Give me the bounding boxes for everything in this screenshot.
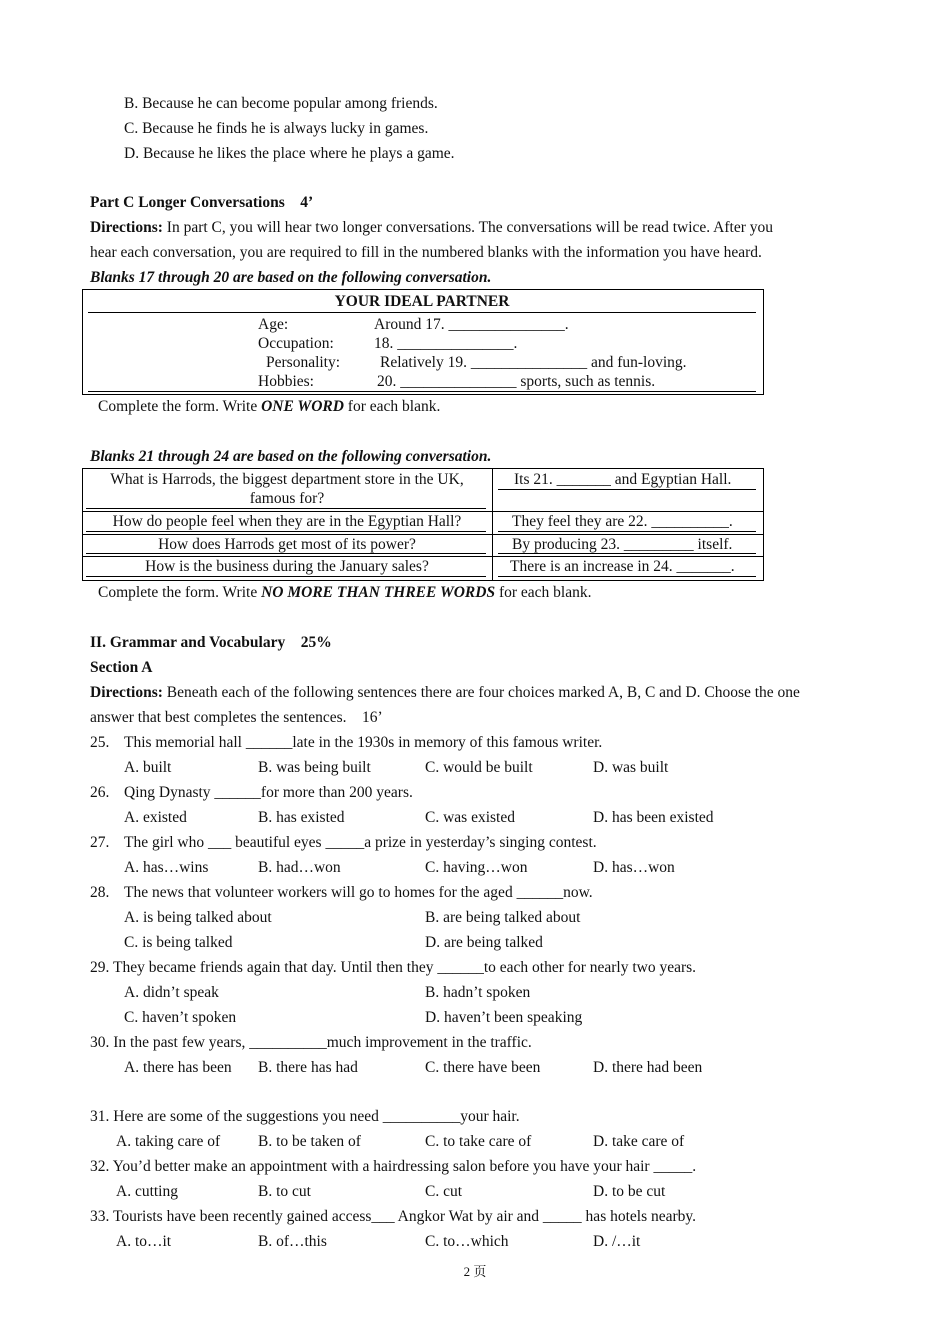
table-question-cont: famous for?: [249, 490, 325, 507]
option-b: B. had…won: [258, 859, 341, 876]
instruction-emphasis: ONE WORD: [261, 398, 344, 415]
option-text: B. Because he can become popular among friends.: [124, 95, 438, 112]
question-text: You’d better make an appointment with a hairdressing salon before you have your hair _____.: [112, 1158, 697, 1175]
option-b: B. of…this: [258, 1233, 327, 1250]
directions-text-2: hear each conversation, you are required to fill in the numbered blanks with the information you have heard.: [90, 244, 762, 261]
option-a: A. to…it: [116, 1233, 172, 1250]
table-question: How is the business during the January sales?: [145, 558, 429, 575]
option-d: D. /…it: [593, 1233, 641, 1250]
option-d: D. haven’t been speaking: [425, 1009, 583, 1026]
option-b: B. has existed: [258, 809, 345, 826]
question-text: The girl who ___ beautiful eyes _____a prize in yesterday’s singing contest.: [124, 834, 597, 851]
option-b: B. to cut: [258, 1183, 311, 1200]
section-heading: Part C Longer Conversations 4’: [90, 194, 314, 211]
form-rule: [88, 312, 756, 313]
question-text: The news that volunteer workers will go to homes for the aged ______now.: [124, 884, 593, 901]
table-answer: By producing 23. _________ itself.: [512, 536, 733, 553]
question-number: 32.: [90, 1158, 110, 1175]
option-a: A. taking care of: [116, 1133, 221, 1150]
form-value: Relatively 19. _______________ and fun-loving.: [380, 354, 687, 371]
form-title: YOUR IDEAL PARTNER: [334, 293, 510, 310]
form-label: Occupation:: [258, 335, 334, 352]
option-c: C. to take care of: [425, 1133, 532, 1150]
option-b: B. there has had: [258, 1059, 358, 1076]
table-rule: [86, 576, 486, 577]
form-value: 18. _______________.: [374, 335, 518, 352]
directions-text: [90, 218, 773, 238]
table-rule: [498, 489, 756, 490]
form-label: Hobbies:: [258, 373, 314, 390]
table-rule: [498, 576, 756, 577]
question-number: 31.: [90, 1108, 110, 1125]
form-instruction: [98, 397, 440, 417]
question-number: 26.: [90, 784, 110, 801]
directions-body: In part C, you will hear two longer conversations. The conversations will be read twice. After you: [162, 219, 773, 236]
question-line: [90, 1033, 532, 1053]
option-c: C. to…which: [425, 1233, 509, 1250]
directions-label: Directions:: [90, 219, 163, 236]
question-line: [90, 958, 696, 978]
option-c: C. there have been: [425, 1059, 541, 1076]
option-c: C. was existed: [425, 809, 515, 826]
question-line: [90, 1207, 696, 1227]
directions-text: [90, 683, 800, 703]
question-number: 30.: [90, 1034, 110, 1051]
blanks-title: Blanks 17 through 20 are based on the following conversation.: [90, 269, 492, 286]
option-a: A. existed: [124, 809, 187, 826]
directions-body: Beneath each of the following sentences there are four choices marked A, B, C and D. Choose the one: [162, 684, 800, 701]
option-d: D. was built: [593, 759, 669, 776]
option-d: D. are being talked: [425, 934, 543, 951]
option-text: C. Because he finds he is always lucky in games.: [124, 120, 429, 137]
question-number: 33.: [90, 1208, 110, 1225]
option-c: C. haven’t spoken: [124, 1009, 237, 1026]
option-a: A. didn’t speak: [124, 984, 219, 1001]
question-text: Qing Dynasty ______for more than 200 years.: [124, 784, 413, 801]
table-answer: They feel they are 22. __________.: [512, 513, 733, 530]
page-number: 2 页: [463, 1264, 487, 1279]
directions-text-2: answer that best completes the sentences. 16’: [90, 709, 383, 726]
option-c: C. cut: [425, 1183, 463, 1200]
option-a: A. has…wins: [124, 859, 209, 876]
instruction-prefix: Complete the form. Write: [98, 398, 262, 415]
question-text: This memorial hall ______late in the 1930s in memory of this famous writer.: [124, 734, 603, 751]
subsection-heading: Section A: [90, 659, 153, 676]
table-answer: There is an increase in 24. _______.: [510, 558, 735, 575]
table-rule: [86, 508, 486, 509]
option-a: A. cutting: [116, 1183, 178, 1200]
question-text: In the past few years, __________much improvement in the traffic.: [113, 1034, 532, 1051]
instruction-suffix: for each blank.: [343, 398, 441, 415]
option-d: D. there had been: [593, 1059, 703, 1076]
directions-label: Directions:: [90, 684, 163, 701]
option-a: A. built: [124, 759, 172, 776]
form-label: Age:: [258, 316, 289, 333]
question-number: 27.: [90, 834, 110, 851]
form-value: Around 17. _______________.: [374, 316, 569, 333]
table-divider: [492, 468, 493, 580]
table-question: How do people feel when they are in the Egyptian Hall?: [112, 513, 462, 530]
option-b: B. hadn’t spoken: [425, 984, 531, 1001]
form-value: 20. _______________ sports, such as tennis.: [377, 373, 656, 390]
question-number: 29.: [90, 959, 110, 976]
question-text: They became friends again that day. Until then they ______to each other for nearly two years.: [112, 959, 697, 976]
instruction-emphasis: NO MORE THAN THREE WORDS: [261, 584, 496, 601]
option-b: B. was being built: [258, 759, 371, 776]
question-text: Tourists have been recently gained access___ Angkor Wat by air and _____ has hotels nearby.: [112, 1208, 697, 1225]
question-number: 28.: [90, 884, 110, 901]
question-line: [90, 1107, 520, 1127]
form-instruction: [98, 583, 591, 603]
option-c: C. is being talked: [124, 934, 233, 951]
option-d: D. to be cut: [593, 1183, 666, 1200]
table-rule: [86, 531, 486, 532]
form-label: Personality:: [266, 354, 341, 371]
question-line: [90, 1157, 696, 1177]
table-question: How does Harrods get most of its power?: [158, 536, 416, 553]
table-question: What is Harrods, the biggest department store in the UK,: [110, 471, 464, 488]
option-a: A. is being talked about: [124, 909, 272, 926]
option-d: D. take care of: [593, 1133, 685, 1150]
option-d: D. has been existed: [593, 809, 714, 826]
instruction-prefix: Complete the form. Write: [98, 584, 262, 601]
option-d: D. has…won: [593, 859, 675, 876]
question-number: 25.: [90, 734, 110, 751]
question-text: Here are some of the suggestions you need __________your hair.: [113, 1108, 520, 1125]
instruction-suffix: for each blank.: [495, 584, 592, 601]
section-heading: II. Grammar and Vocabulary 25%: [90, 634, 332, 651]
table-rule: [498, 531, 756, 532]
option-b: B. to be taken of: [258, 1133, 361, 1150]
table-answer: Its 21. _______ and Egyptian Hall.: [514, 471, 732, 488]
option-c: C. would be built: [425, 759, 533, 776]
option-a: A. there has been: [124, 1059, 232, 1076]
option-text: D. Because he likes the place where he plays a game.: [124, 145, 455, 162]
form-rule: [88, 391, 756, 392]
option-b: B. are being talked about: [425, 909, 581, 926]
option-c: C. having…won: [425, 859, 528, 876]
blanks-title: Blanks 21 through 24 are based on the following conversation.: [90, 448, 492, 465]
